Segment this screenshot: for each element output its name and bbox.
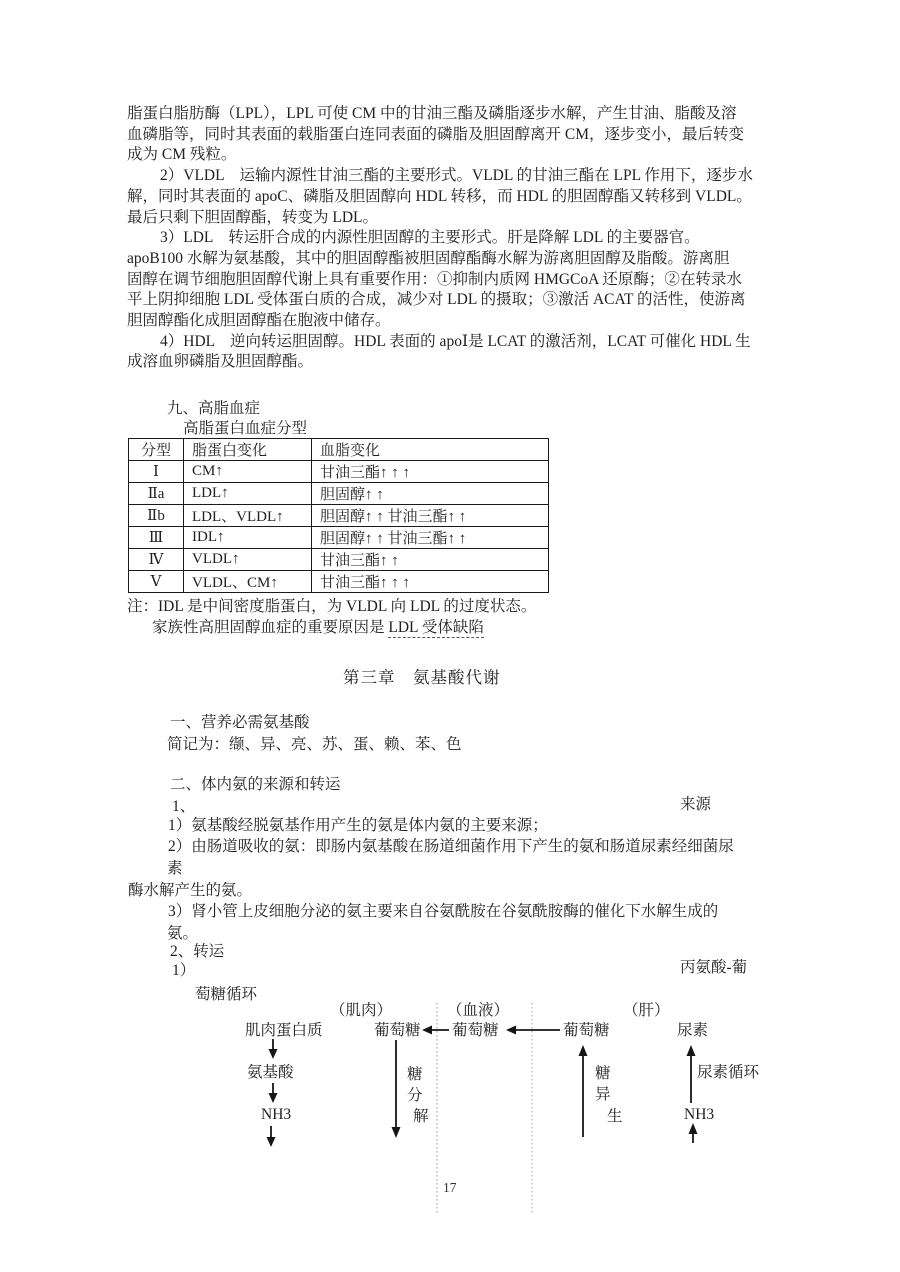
diagram-node-glucose-muscle: 葡萄糖 [374,1022,421,1039]
table-row [129,549,549,571]
arrowhead-down-icon [269,1093,278,1103]
text-line: 胆固醇酯化成胆固醇酯在胞液中储存。 [127,312,391,330]
text-line: 固醇在调节细胞胆固醇代谢上具有重要作用：①抑制内质网 HMGCoA 还原酶；②在转录水 [127,270,742,288]
diagram-label-gluconeogenesis-char: 异 [595,1086,611,1103]
text-line: 萄糖循环 [195,986,258,1003]
table-row [129,483,549,505]
list-item-label: 1、 [172,798,196,815]
table-note-line [152,619,484,638]
table-cell: CM↑ [184,461,312,483]
diagram-node-nh3-left: NH3 [261,1106,292,1123]
page-number: 17 [443,1180,457,1195]
table-cell: 胆固醇↑ ↑ [312,483,549,505]
text-line: 4）HDL 逆向转运胆固醇。HDL 表面的 apoⅠ是 LCAT 的激活剂，LCAT 可催化 HDL 生 [160,332,751,350]
arrowhead-down-icon [392,1127,401,1138]
diagram-column-label-liver: （肝） [623,1002,670,1019]
text-line: 酶水解产生的氨。 [128,882,253,899]
table-row [129,571,549,593]
diagram-node-glucose-liver: 葡萄糖 [563,1022,610,1039]
table-header-cell: 血脂变化 [312,439,549,461]
table-caption: 高脂蛋白血症分型 [183,420,308,437]
table-cell: Ⅲ [129,527,184,549]
text-line: 成溶血卵磷脂及胆固醇酯。 [127,353,314,371]
diagram-column-label-muscle: （肌肉） [330,1002,393,1019]
diagram-label-gluconeogenesis-char: 生 [607,1108,623,1125]
text-line: 1）氨基酸经脱氨基作用产生的氨是体内氨的主要来源； [168,817,548,834]
text-line: 成为 CM 残粒。 [127,146,237,164]
section-heading-ammonia: 二、体内氨的来源和转运 [170,776,341,793]
table-cell: 甘油三酯↑ ↑ [312,549,549,571]
text-line: 平上阴抑细胞 LDL 受体蛋白质的合成，减少对 LDL 的摄取；③激活 ACAT 的活性，使游离 [127,291,746,309]
arrowhead-left-icon [422,1026,432,1035]
text-line: 氨。 [167,925,199,942]
table-cell: Ⅴ [129,571,184,593]
table-row [129,505,549,527]
list-item-label: 2、转运 [170,943,225,960]
text-line: 脂蛋白脂肪酶（LPL），LPL 可使 CM 中的甘油三酯及磷脂逐步水解，产生甘油、脂酸及溶 [127,105,737,122]
text-line: apoB100 水解为氨基酸，其中的胆固醇酯被胆固醇酯酶水解为游离胆固醇及脂酸。游离胆 [127,249,730,267]
table-cell: Ⅰ [129,461,184,483]
diagram-label-glycolysis-char: 分 [407,1087,423,1104]
section-heading-essential-amino-acids: 一、营养必需氨基酸 [170,714,310,731]
text-line: 血磷脂等，同时其表面的载脂蛋白连同表面的磷脂及胆固醇离开 CM，逐步变小，最后转变 [127,125,744,143]
list-item-label: 1） [172,962,196,979]
diagram-node-urea: 尿素 [677,1022,709,1039]
diagram-column-label-blood: （血液） [447,1002,510,1019]
text-line: 素 [167,860,183,877]
list-item-keyword: 来源 [680,796,712,813]
lipoprotein-paragraphs [127,104,787,373]
arrowhead-up-icon [689,1123,698,1134]
table-row [129,461,549,483]
note-text: 家族性高胆固醇血症的重要原因是 [152,619,389,636]
arrowhead-left-icon [506,1026,516,1035]
table-note-line: 注：IDL 是中间密度脂蛋白，为 VLDL 向 LDL 的过度状态。 [127,598,537,615]
table-cell: Ⅱa [129,483,184,505]
diagram-node-nh3-right: NH3 [684,1106,715,1123]
table-header-row [129,439,549,461]
diagram-node-muscle-protein: 肌肉蛋白质 [245,1022,323,1039]
table-cell: 甘油三酯↑ ↑ ↑ [312,571,549,593]
diagram-label-urea-cycle: 尿素循环 [697,1064,760,1081]
table-cell: Ⅳ [129,549,184,571]
text-line: 3）LDL 转运肝合成的内源性胆固醇的主要形式。肝是降解 LDL 的主要器官。 [160,229,700,247]
diagram-label-glycolysis-char: 糖 [407,1066,423,1083]
text-line: 2）VLDL 运输内源性甘油三酯的主要形式。VLDL 的甘油三酯在 LPL 作用下，逐步水 [160,167,753,185]
text-line: 最后只剩下胆固醇酯，转变为 LDL。 [127,208,379,226]
table-header-cell: 分型 [129,439,184,461]
table-cell: 甘油三酯↑ ↑ ↑ [312,461,549,483]
text-line: 2）由肠道吸收的氨：即肠内氨基酸在肠道细菌作用下产生的氨和肠道尿素经细菌尿 [168,838,734,855]
arrowhead-up-icon [687,1045,696,1056]
diagram-label-gluconeogenesis-char: 糖 [595,1065,611,1082]
table-header-cell: 脂蛋白变化 [184,439,312,461]
text-line: 解，同时其表面的 apoC、磷脂及胆固醇向 HDL 转移，而 HDL 的胆固醇酯又转移到 VLDL。 [127,187,752,205]
table-cell: LDL、VLDL↑ [184,505,312,527]
text-line: 3）肾小管上皮细胞分泌的氨主要来自谷氨酰胺在谷氨酰胺酶的催化下水解生成的 [168,903,719,920]
diagram-node-glucose-blood: 葡萄糖 [452,1022,499,1039]
arrowhead-down-icon [269,1049,278,1059]
table-row [129,527,549,549]
list-item-keyword: 丙氨酸-葡 [680,959,748,976]
hyperlipidemia-table [128,438,549,593]
section-heading-hyperlipidemia: 九、高脂血症 [167,400,261,417]
chapter-title: 第三章 氨基酸代谢 [343,668,501,687]
table-cell: VLDL↑ [184,549,312,571]
table-cell: Ⅱb [129,505,184,527]
table-cell: VLDL、CM↑ [184,571,312,593]
table-cell: 胆固醇↑ ↑ 甘油三酯↑ ↑ [312,527,549,549]
arrowhead-up-icon [579,1045,588,1056]
diagram-node-amino-acid: 氨基酸 [247,1064,294,1081]
mnemonic-line: 简记为：缬、异、亮、苏、蛋、赖、苯、色 [167,736,462,753]
arrowhead-down-icon [267,1137,276,1147]
table-cell: 胆固醇↑ ↑ 甘油三酯↑ ↑ [312,505,549,527]
table-cell: IDL↑ [184,527,312,549]
table-cell: LDL↑ [184,483,312,505]
underlined-term: LDL 受体缺陷 [388,619,484,636]
diagram-label-glycolysis-char: 解 [413,1108,429,1125]
